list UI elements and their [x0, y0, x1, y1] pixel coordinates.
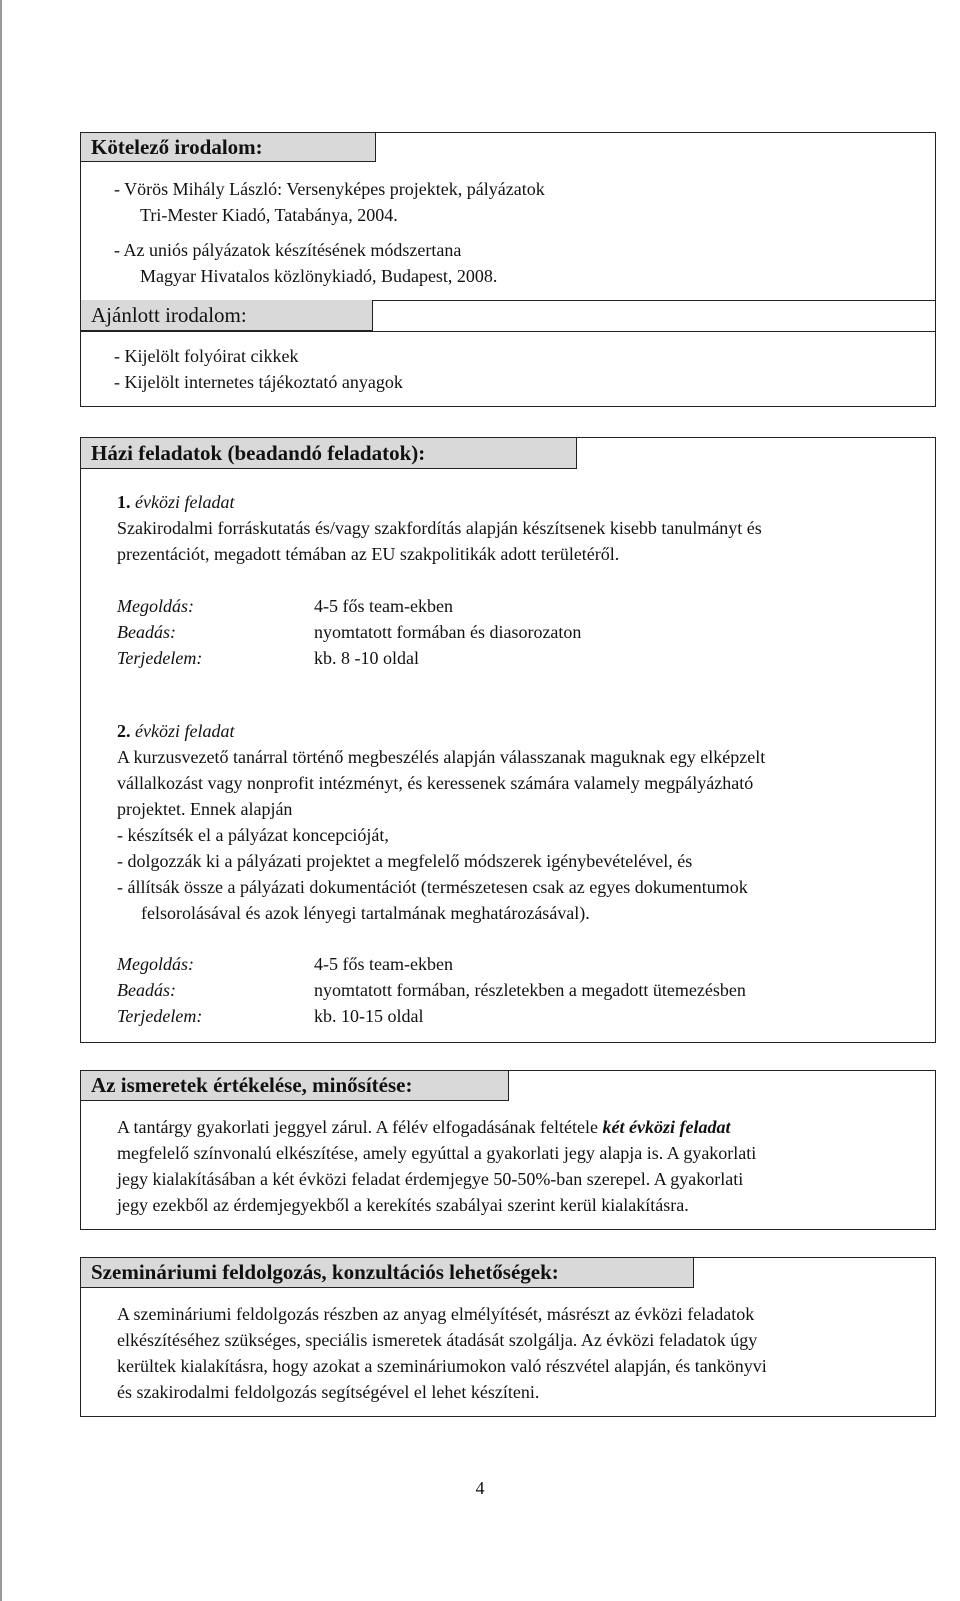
page-number: 4 [475, 1478, 485, 1498]
task1-solution-value: 4-5 fős team-ekben [314, 596, 453, 616]
task2-bullet: - állítsák össze a pályázati dokumentációt (természetesen csak az egyes dokumentumok [117, 877, 748, 897]
seminar-line: A szemináriumi feldolgozás részben az anyag elmélyítését, másrészt az évközi feladatok [117, 1304, 755, 1324]
seminar-line: kerültek kialakításra, hogy azokat a szemináriumokon való részvétel alapján, és tankönyvi [117, 1356, 767, 1376]
task1-title [117, 489, 234, 515]
task2-submission-value: nyomtatott formában, részletekben a megadott ütemezésben [314, 980, 746, 1000]
task2-submission-label: Beadás: [117, 980, 176, 1000]
task2-bullet: - készítsék el a pályázat koncepcióját, [117, 825, 389, 845]
task2-solution-value: 4-5 fős team-ekben [314, 954, 453, 974]
divider [81, 331, 935, 332]
assessment-heading: Az ismeretek értékelése, minősítése: [81, 1071, 509, 1101]
required-literature-heading: Kötelező irodalom: [81, 133, 376, 162]
task2-solution-label: Megoldás: [117, 954, 194, 974]
required-literature-item: - Vörös Mihály László: Versenyképes projektek, pályázatok [114, 179, 545, 199]
task2-length-value: kb. 10-15 oldal [314, 1006, 424, 1026]
task1-solution-label: Megoldás: [117, 596, 194, 616]
task2-description-line: A kurzusvezető tanárral történő megbeszélés alapján válasszanak maguknak egy elképzelt [117, 747, 766, 767]
task2-length-label: Terjedelem: [117, 1006, 203, 1026]
task1-length-label: Terjedelem: [117, 648, 203, 668]
assessment-box [80, 1070, 936, 1230]
task1-submission-value: nyomtatott formában és diasorozaton [314, 622, 582, 642]
assessment-line: jegy kialakításában a két évközi feladat érdemjegye 50-50%-ban szerepel. A gyakorlati [117, 1169, 744, 1189]
recommended-literature-item: - Kijelölt folyóirat cikkek [114, 346, 299, 366]
task1-description-line: Szakirodalmi forráskutatás és/vagy szakfordítás alapján készítsenek kisebb tanulmányt és [117, 518, 762, 538]
page-edge [0, 0, 2, 1601]
assessment-line-text: A tantárgy gyakorlati jeggyel zárul. A félév elfogadásának feltétele [117, 1117, 603, 1137]
assessment-line: jegy ezekből az érdemjegyekből a kerekítés szabályai szerint kerül kialakításra. [117, 1195, 689, 1215]
assessment-line [117, 1114, 730, 1140]
required-literature-item: - Az uniós pályázatok készítésének módszertana [114, 240, 462, 260]
required-literature-item-publisher: Magyar Hivatalos közlönykiadó, Budapest, 2008. [140, 266, 498, 286]
task2-bullet: - dolgozzák ki a pályázati projektet a megfelelő módszerek igénybevételével, és [117, 851, 693, 871]
homework-box [80, 437, 936, 1043]
task2-title-text: évközi feladat [135, 721, 235, 741]
seminar-line: elkészítéséhez szükséges, speciális ismeretek átadását szolgálja. Az évközi feladatok úgy [117, 1330, 758, 1350]
assessment-line: megfelelő színvonalú elkészítése, amely egyúttal a gyakorlati jegy alapja is. A gyakorlati [117, 1143, 757, 1163]
homework-heading: Házi feladatok (beadandó feladatok): [81, 438, 577, 469]
task2-bullet-continuation: felsorolásával és azok lényegi tartalmának meghatározásával). [141, 903, 590, 923]
task1-number: 1. [117, 492, 131, 512]
seminar-line: és szakirodalmi feldolgozás segítségével el lehet készíteni. [117, 1382, 540, 1402]
task1-description-line: prezentációt, megadott témában az EU szakpolitikák adott területéről. [117, 544, 620, 564]
task2-title [117, 718, 234, 744]
required-literature-item-publisher: Tri-Mester Kiadó, Tatabánya, 2004. [140, 205, 398, 225]
task2-number: 2. [117, 721, 131, 741]
seminar-box [80, 1257, 936, 1417]
assessment-emphasis: két évközi feladat [602, 1117, 731, 1137]
literature-box [80, 132, 936, 407]
task1-submission-label: Beadás: [117, 622, 176, 642]
seminar-heading: Szemináriumi feldolgozás, konzultációs lehetőségek: [81, 1258, 694, 1288]
recommended-literature-item: - Kijelölt internetes tájékoztató anyagok [114, 372, 403, 392]
task1-length-value: kb. 8 -10 oldal [314, 648, 419, 668]
recommended-literature-heading: Ajánlott irodalom: [81, 300, 373, 331]
task2-description-line: vállalkozást vagy nonprofit intézményt, és keressenek számára valamely megpályázható [117, 773, 754, 793]
task2-description-line: projektet. Ennek alapján [117, 799, 293, 819]
task1-title-text: évközi feladat [135, 492, 235, 512]
